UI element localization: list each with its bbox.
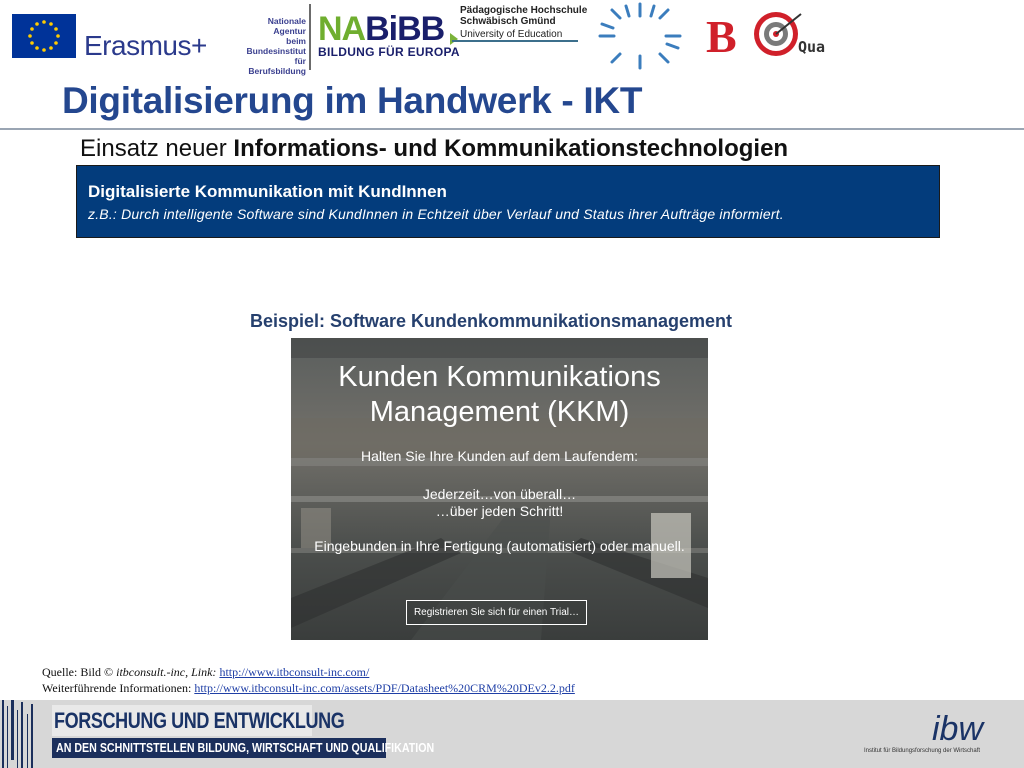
footer-banner [0,700,1024,768]
kkm-text-line: Eingebunden in Ihre Fertigung (automatisiert) oder manuell. [314,538,685,554]
info-box-text: z.B.: Durch intelligente Software sind KundInnen in Echtzeit über Verlauf und Status ihrer Aufträge informiert. [88,206,784,222]
kkm-text-line: …über jeden Schritt! [435,503,564,519]
na-line: für Berufsbildung [248,56,306,76]
na-line: Nationale Agentur [267,16,306,36]
nationale-agentur-text [240,16,306,76]
nabibb-logo [318,10,444,49]
source-line-2 [42,680,575,696]
nabibb-bibb: BiBB [365,10,445,48]
bq-b-letter: B [706,11,737,60]
ph-gmuend-logo-text [460,5,587,27]
kkm-title-line: Management (KKM) [369,396,630,428]
source-link[interactable]: http://www.itbconsult-inc.com/ [219,665,370,679]
bq-qua-logo [706,8,846,60]
sunburst-logo-icon [596,0,684,72]
ph-line: Pädagogische Hochschule [460,5,588,16]
page-title: Digitalisierung im Handwerk - IKT [62,80,643,121]
logo-divider [309,4,311,70]
info-box-title: Digitalisierte Kommunikation mit KundInnen [88,182,447,201]
source-note [42,664,575,696]
ph-line: Schwäbisch Gmünd [460,16,556,27]
ph-subtitle: University of Education [460,29,563,40]
source-company: itbconsult.-inc, Link: [116,665,217,679]
title-divider [0,128,1024,130]
eu-flag-logo [12,14,76,58]
source-line-1 [42,664,575,680]
footer-subtitle: AN DEN SCHNITTSTELLEN BILDUNG, WIRTSCHAFT UND QUALIFIKATION [56,740,435,755]
register-trial-button: Registrieren Sie sich für einen Trial… [406,600,587,625]
kkm-text-line: Jederzeit…von überall… [422,486,577,502]
more-info-link[interactable]: http://www.itbconsult-inc.com/assets/PDF/Datasheet%20CRM%20DEv2.2.pdf [194,681,575,695]
subtitle-normal: Einsatz neuer [80,135,234,162]
footer-barcode-icon [0,700,36,768]
source-label: Quelle: Bild © [42,665,117,679]
kkm-tagline: Halten Sie Ihre Kunden auf dem Laufendem: [360,448,639,464]
nabibb-subtitle: BILDUNG FÜR EUROPA [318,45,460,59]
kkm-title [291,360,708,430]
ph-triangle-icon [450,33,458,45]
erasmus-logo-text: Erasmus+ [84,30,207,61]
kkm-title-line: Kunden Kommunikations [338,361,661,393]
subtitle-bold: Informations- und Kommunikationstechnologien [233,135,789,162]
kkm-software-image [291,338,708,640]
bq-qua-text: Qua [798,38,826,56]
na-line: beim Bundesinstitut [246,36,306,56]
info-box [76,165,940,238]
more-info-label: Weiterführende Informationen: [42,681,195,695]
footer-title: FORSCHUNG UND ENTWICKLUNG [54,708,345,733]
example-caption: Beispiel: Software Kundenkommunikationsmanagement [249,311,733,331]
ph-underline [452,40,578,42]
page-subtitle [80,135,788,163]
nabibb-na: NA [318,10,366,48]
ibw-subtitle: Institut für Bildungsforschung der Wirtschaft [864,748,981,754]
ibw-logo: ibw [932,710,984,748]
